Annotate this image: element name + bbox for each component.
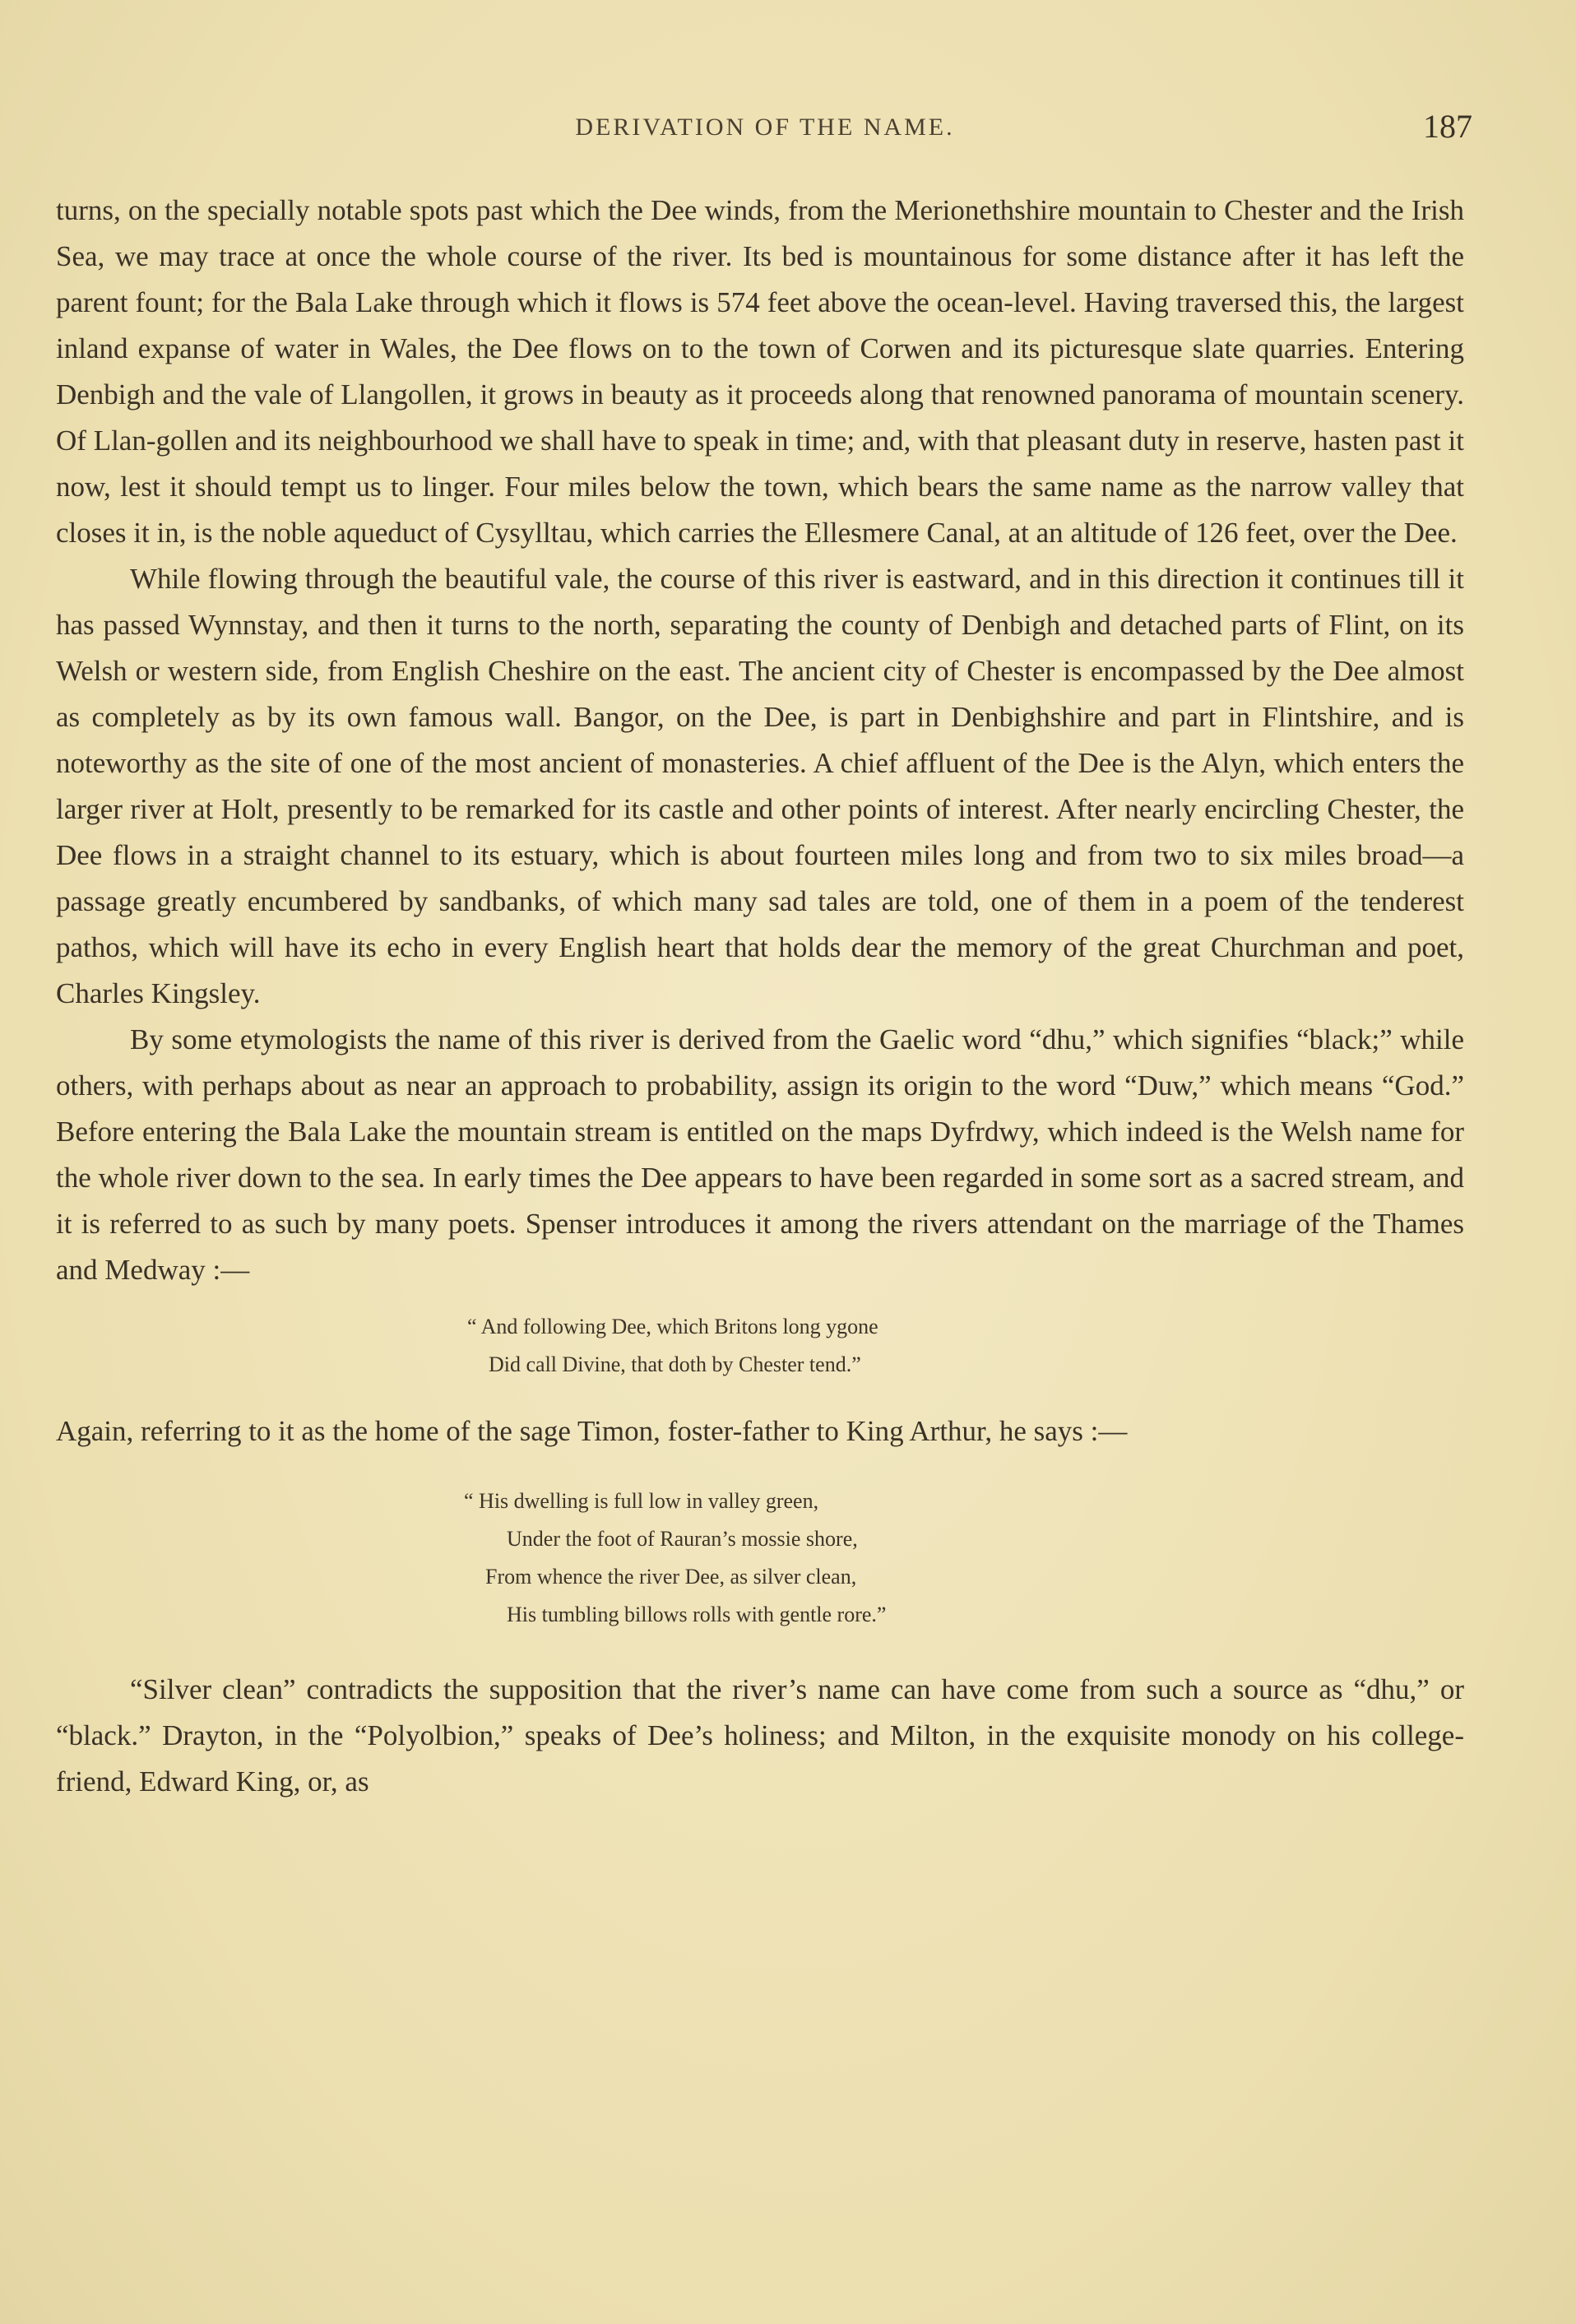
body-text (56, 188, 1464, 1805)
spenser-quote-1 (56, 1308, 1464, 1384)
quote-line: “ His dwelling is full low in valley green, (464, 1489, 819, 1513)
paragraph-again: Again, referring to it as the home of the sage Timon, foster-father to King Arthur, he says :— (56, 1415, 1128, 1447)
paragraph-silver-clean: “Silver clean” contradicts the supposition that the river’s name can have come from such a source as “dhu,” or “black.” Drayton, in the “Polyolbion,” speaks of Dee’s holiness; and Milton, in the exquisite monody on his college-friend, Edward King, or, as (56, 1673, 1464, 1798)
paragraph-course-of-river: While flowing through the beautiful vale, the course of this river is eastward, and in this direction it continues till it has passed Wynnstay, and then it turns to the north, separating the county of Denbigh and detached parts of Flint, on its Welsh or western side, from English Cheshire on the east. The ancient city of Chester is encompassed by the Dee almost as completely as by its own famous wall. Bangor, on the Dee, is part in Denbighshire and part in Flintshire, and is noteworthy as the site of one of the most ancient of monasteries. A chief affluent of the Dee is the Alyn, which enters the larger river at Holt, presently to be remarked for its castle and other points of interest. After nearly encircling Chester, the Dee flows in a straight channel to its estuary, which is about fourteen miles long and from two to six miles broad—a passage greatly encumbered by sandbanks, of which many sad tales are told, one of them in a poem of the tenderest pathos, which will have its echo in every English heart that holds dear the memory of the great Churchman and poet, Charles Kingsley. (56, 563, 1464, 1009)
paragraph-continued: turns, on the specially notable spots past which the Dee winds, from the Merionethshire mountain to Chester and the Irish Sea, we may trace at once the whole course of the river. Its bed is mountainous for some distance after it has left the parent fount; for the Bala Lake through which it flows is 574 feet above the ocean-level. Having traversed this, the largest inland expanse of water in Wales, the Dee flows on to the town of Corwen and its picturesque slate quarries. Entering Denbigh and the vale of Llangollen, it grows in beauty as it proceeds along that renowned panorama of mountain scenery. Of Llan-gollen and its neighbourhood we shall have to speak in time; and, with that pleasant duty in reserve, hasten past it now, lest it should tempt us to linger. Four miles below the town, which bears the same name as the narrow valley that closes it in, is the noble aqueduct of Cysylltau, which carries the Ellesmere Canal, at an altitude of 126 feet, over the Dee. (56, 194, 1464, 549)
paragraph-etymology: By some etymologists the name of this river is derived from the Gaelic word “dhu,” which signifies “black;” while others, with perhaps about as near an approach to probability, assign its origin to the word “Duw,” which means “God.” Before entering the Bala Lake the mountain stream is entitled on the maps Dyfrdwy, which indeed is the Welsh name for the whole river down to the sea. In early times the Dee appears to have been regarded in some sort as a sacred stream, and it is referred to as such by many poets. Spenser introduces it among the rivers attendant on the marriage of the Thames and Medway :— (56, 1023, 1464, 1286)
page-number: 187 (1423, 108, 1472, 145)
quote-line: Under the foot of Rauran’s mossie shore, (507, 1527, 858, 1551)
page-header (58, 107, 1472, 156)
quote-line: His tumbling billows rolls with gentle rore.” (507, 1603, 887, 1626)
quote-line: Did call Divine, that doth by Chester tend.” (489, 1352, 861, 1376)
quote-line: “ And following Dee, which Britons long ygone (467, 1315, 878, 1338)
quote-line: From whence the river Dee, as silver clean, (485, 1565, 857, 1589)
spenser-quote-2 (56, 1482, 1464, 1634)
running-head: DERIVATION OF THE NAME. (575, 114, 955, 141)
